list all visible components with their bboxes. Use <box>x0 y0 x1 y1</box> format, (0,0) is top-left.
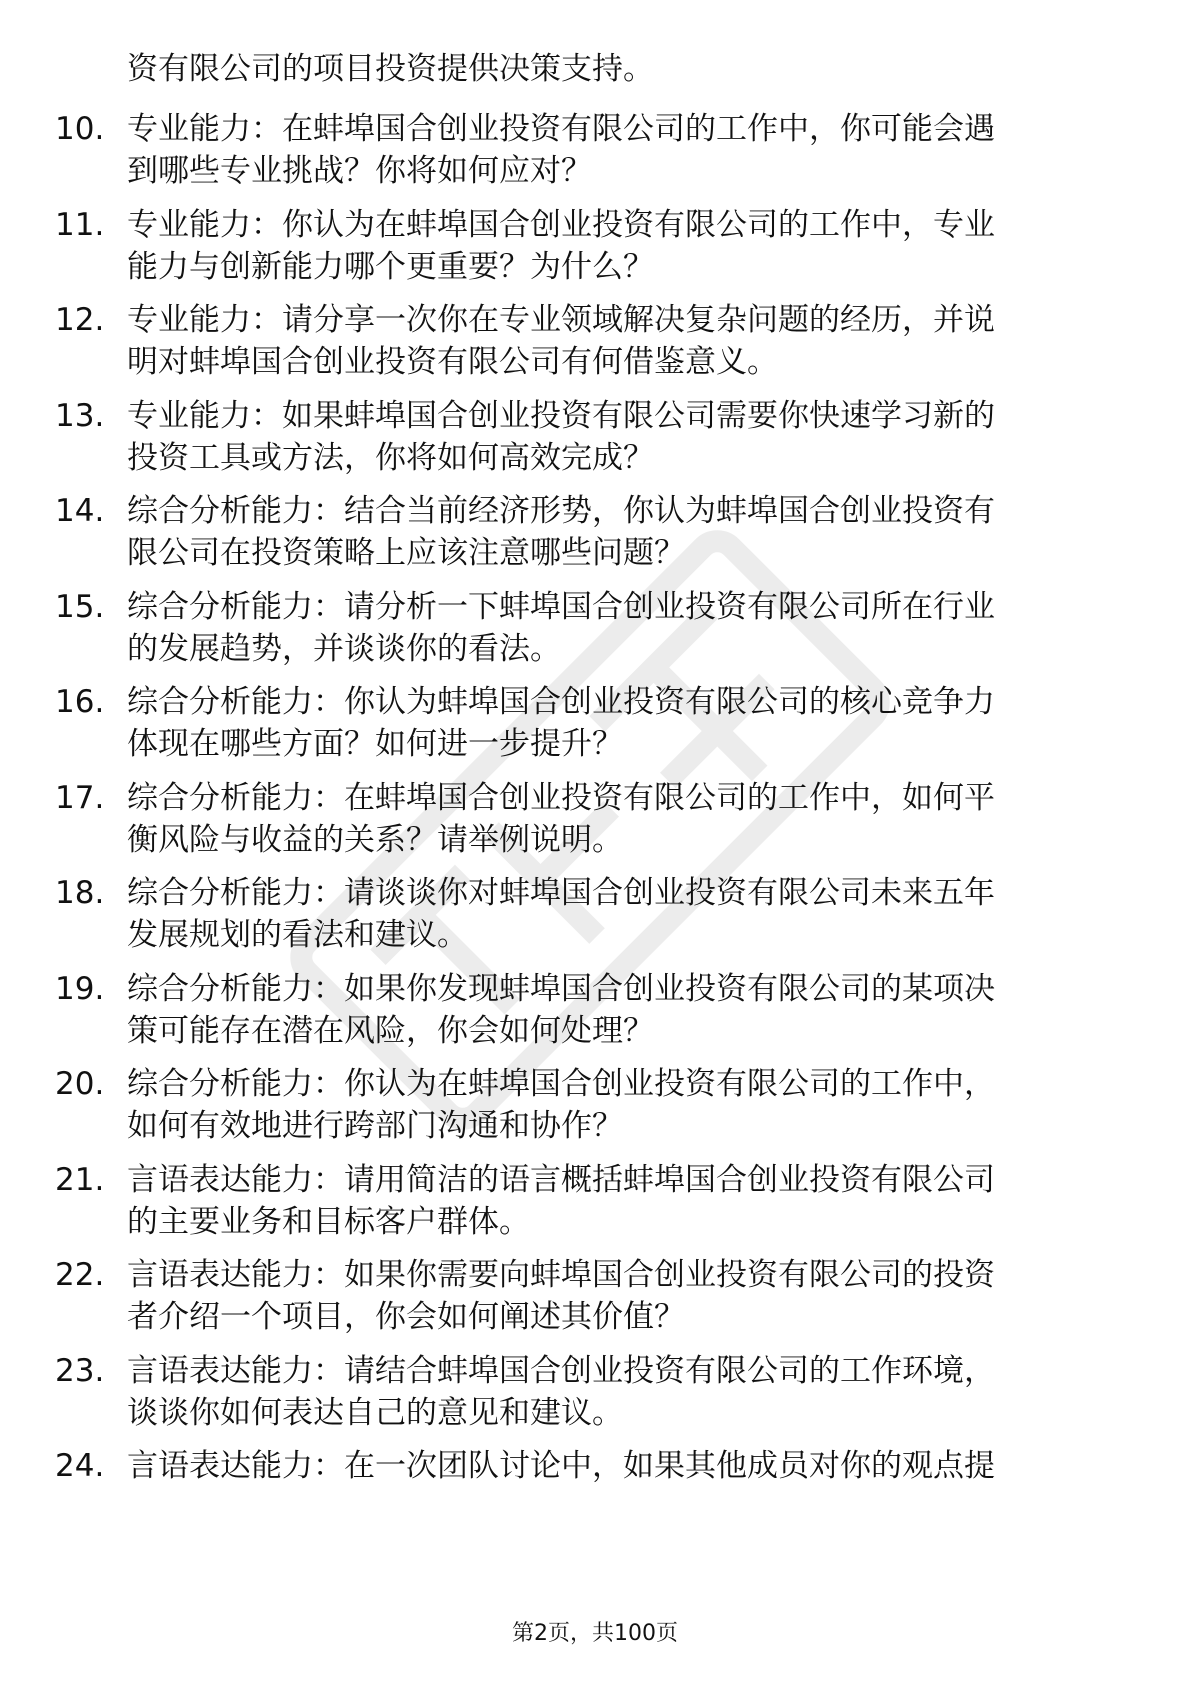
question-number: 22. <box>55 1257 105 1293</box>
question-number: 16. <box>55 684 105 720</box>
question-text-line: 言语表达能力：请结合蚌埠国合创业投资有限公司的工作环境， <box>127 1353 995 1389</box>
question-number: 17. <box>55 780 105 816</box>
question-number: 23. <box>55 1353 105 1389</box>
page-number: 第2页，共100页 <box>512 1621 678 1646</box>
question-text-line: 限公司在投资策略上应该注意哪些问题？ <box>127 535 685 571</box>
question-text <box>127 204 1117 288</box>
question-text <box>127 490 1117 574</box>
question-text <box>127 299 1117 383</box>
question-text-line: 专业能力：你认为在蚌埠国合创业投资有限公司的工作中，专业 <box>127 207 995 243</box>
question-text-line: 专业能力：在蚌埠国合创业投资有限公司的工作中，你可能会遇 <box>127 111 995 147</box>
question-text <box>127 681 1117 765</box>
question-text <box>127 1159 1117 1243</box>
question-text-line: 能力与创新能力哪个更重要？为什么？ <box>127 249 654 285</box>
question-text <box>127 1445 1117 1487</box>
question-text-line: 专业能力：如果蚌埠国合创业投资有限公司需要你快速学习新的 <box>127 398 995 434</box>
question-number: 12. <box>55 302 105 338</box>
question-text-line: 发展规划的看法和建议。 <box>127 917 468 953</box>
question-text-line: 明对蚌埠国合创业投资有限公司有何借鉴意义。 <box>127 344 778 380</box>
question-text-line: 如何有效地进行跨部门沟通和协作？ <box>127 1108 623 1144</box>
question-number: 24. <box>55 1448 105 1484</box>
question-text-line: 综合分析能力：请谈谈你对蚌埠国合创业投资有限公司未来五年 <box>127 875 995 911</box>
question-number: 10. <box>55 111 105 147</box>
question-number: 14. <box>55 493 105 529</box>
question-text-line: 衡风险与收益的关系？请举例说明。 <box>127 822 623 858</box>
question-text <box>127 108 1117 192</box>
continuation-text: 资有限公司的项目投资提供决策支持。 <box>127 51 654 87</box>
question-text-line: 谈谈你如何表达自己的意见和建议。 <box>127 1395 623 1431</box>
question-text <box>127 777 1117 861</box>
question-text <box>127 1254 1117 1338</box>
question-number: 13. <box>55 398 105 434</box>
question-text-line: 的发展趋势，并谈谈你的看法。 <box>127 631 561 667</box>
question-text-line: 综合分析能力：如果你发现蚌埠国合创业投资有限公司的某项决 <box>127 971 995 1007</box>
question-text-line: 者介绍一个项目，你会如何阐述其价值？ <box>127 1299 685 1335</box>
question-text-line: 投资工具或方法，你将如何高效完成？ <box>127 440 654 476</box>
question-text-line: 综合分析能力：在蚌埠国合创业投资有限公司的工作中，如何平 <box>127 780 995 816</box>
question-text-line: 言语表达能力：请用简洁的语言概括蚌埠国合创业投资有限公司 <box>127 1162 995 1198</box>
question-text <box>127 1063 1117 1147</box>
question-number: 11. <box>55 207 105 243</box>
question-number: 20. <box>55 1066 105 1102</box>
question-text-line: 到哪些专业挑战？你将如何应对？ <box>127 153 592 189</box>
question-text-line: 言语表达能力：在一次团队讨论中，如果其他成员对你的观点提 <box>127 1448 995 1484</box>
question-text-line: 综合分析能力：结合当前经济形势，你认为蚌埠国合创业投资有 <box>127 493 995 529</box>
question-text-line: 言语表达能力：如果你需要向蚌埠国合创业投资有限公司的投资 <box>127 1257 995 1293</box>
question-text-line: 体现在哪些方面？如何进一步提升？ <box>127 726 623 762</box>
question-text-line: 的主要业务和目标客户群体。 <box>127 1204 530 1240</box>
question-text-line: 专业能力：请分享一次你在专业领域解决复杂问题的经历，并说 <box>127 302 995 338</box>
question-text-line: 策可能存在潜在风险，你会如何处理？ <box>127 1013 654 1049</box>
question-text-line: 综合分析能力：请分析一下蚌埠国合创业投资有限公司所在行业 <box>127 589 995 625</box>
question-text <box>127 968 1117 1052</box>
question-text <box>127 1350 1117 1434</box>
question-text <box>127 586 1117 670</box>
question-number: 15. <box>55 589 105 625</box>
question-text-line: 综合分析能力：你认为蚌埠国合创业投资有限公司的核心竞争力 <box>127 684 995 720</box>
question-number: 21. <box>55 1162 105 1198</box>
question-text-line: 综合分析能力：你认为在蚌埠国合创业投资有限公司的工作中， <box>127 1066 995 1102</box>
question-text <box>127 395 1117 479</box>
question-number: 19. <box>55 971 105 1007</box>
question-text <box>127 872 1117 956</box>
question-number: 18. <box>55 875 105 911</box>
